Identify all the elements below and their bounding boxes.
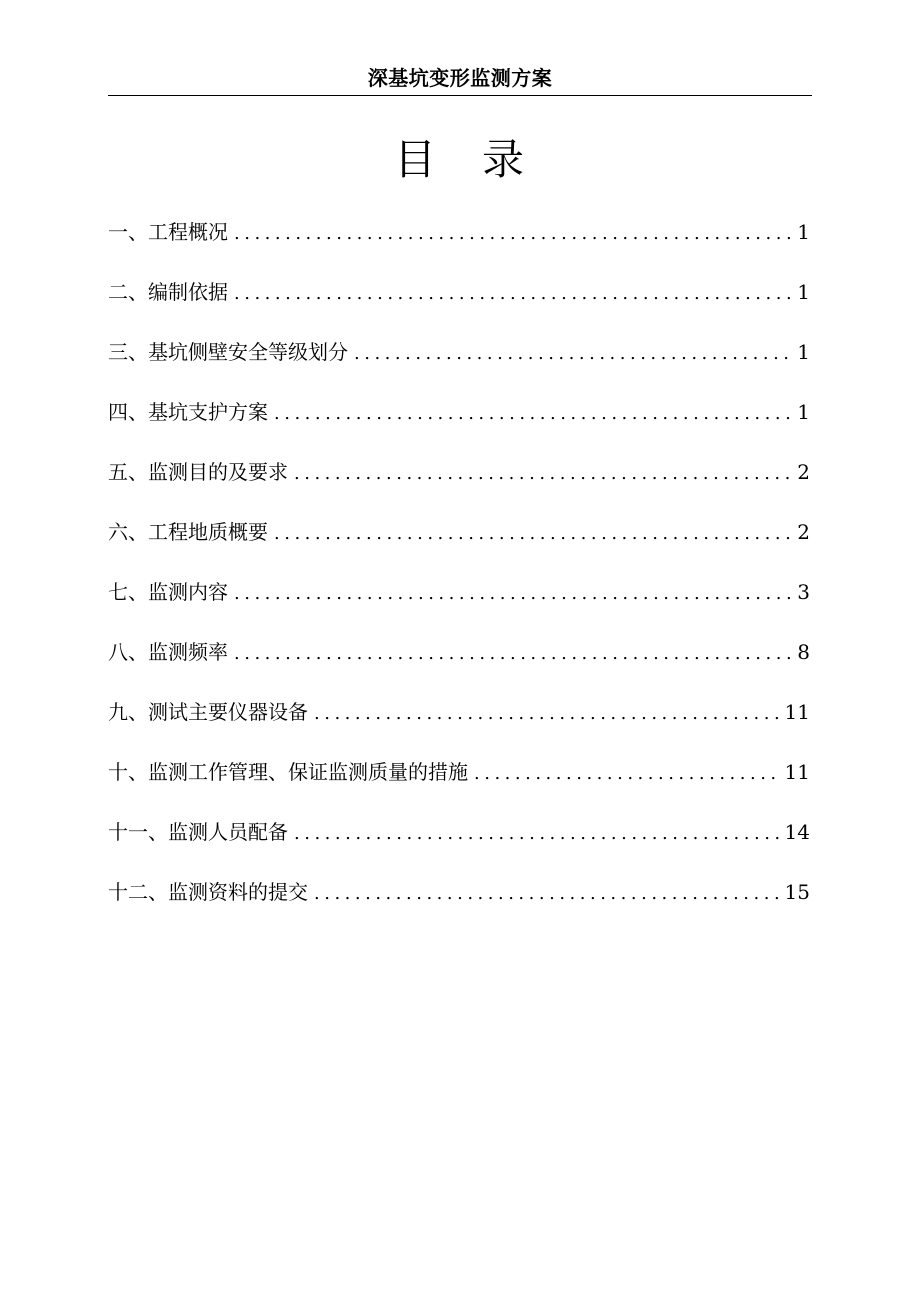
toc-leader-dots xyxy=(234,212,791,256)
toc-list xyxy=(108,210,810,930)
toc-entry-page: 2 xyxy=(797,520,810,544)
toc-entry[interactable] xyxy=(108,210,810,270)
toc-entry-label: 七、监测内容 xyxy=(108,580,228,604)
toc-entry[interactable] xyxy=(108,510,810,570)
toc-entry[interactable] xyxy=(108,330,810,390)
toc-leader-dots xyxy=(274,392,791,436)
toc-entry-label: 二、编制依据 xyxy=(108,280,228,304)
page-header xyxy=(108,62,812,96)
toc-entry-page: 11 xyxy=(784,760,810,784)
toc-entry-page: 14 xyxy=(784,820,810,844)
toc-entry[interactable] xyxy=(108,570,810,630)
toc-leader-dots xyxy=(274,512,791,556)
header-title: 深基坑变形监测方案 xyxy=(367,66,553,90)
toc-entry-page: 1 xyxy=(797,220,810,244)
toc-entry-label: 四、基坑支护方案 xyxy=(108,400,268,424)
toc-entry[interactable] xyxy=(108,390,810,450)
toc-heading: 目 录 xyxy=(393,135,526,184)
toc-entry-label: 九、测试主要仪器设备 xyxy=(108,700,308,724)
toc-entry[interactable] xyxy=(108,690,810,750)
toc-entry-page: 15 xyxy=(784,880,810,904)
toc-entry-page: 11 xyxy=(784,700,810,724)
toc-entry-page: 1 xyxy=(797,280,810,304)
toc-leader-dots xyxy=(474,752,779,796)
toc-entry-label: 十一、监测人员配备 xyxy=(108,820,288,844)
toc-leader-dots xyxy=(314,872,779,916)
toc-leader-dots xyxy=(234,572,791,616)
toc-entry-page: 1 xyxy=(797,340,810,364)
toc-entry-page: 1 xyxy=(797,400,810,424)
toc-entry-page: 2 xyxy=(797,460,810,484)
toc-leader-dots xyxy=(354,332,791,376)
toc-entry-label: 三、基坑侧壁安全等级划分 xyxy=(108,340,348,364)
toc-leader-dots xyxy=(234,272,791,316)
toc-entry-label: 六、工程地质概要 xyxy=(108,520,268,544)
toc-entry[interactable] xyxy=(108,450,810,510)
toc-entry-page: 3 xyxy=(797,580,810,604)
toc-entry[interactable] xyxy=(108,750,810,810)
toc-entry-page: 8 xyxy=(797,640,810,664)
toc-entry[interactable] xyxy=(108,810,810,870)
toc-leader-dots xyxy=(294,812,779,856)
toc-entry[interactable] xyxy=(108,630,810,690)
toc-leader-dots xyxy=(294,452,791,496)
toc-entry[interactable] xyxy=(108,870,810,930)
toc-entry-label: 一、工程概况 xyxy=(108,220,228,244)
toc-leader-dots xyxy=(234,632,791,676)
toc-leader-dots xyxy=(314,692,779,736)
toc-entry-label: 五、监测目的及要求 xyxy=(108,460,288,484)
toc-entry[interactable] xyxy=(108,270,810,330)
toc-entry-label: 十二、监测资料的提交 xyxy=(108,880,308,904)
toc-entry-label: 八、监测频率 xyxy=(108,640,228,664)
toc-entry-label: 十、监测工作管理、保证监测质量的措施 xyxy=(108,760,468,784)
